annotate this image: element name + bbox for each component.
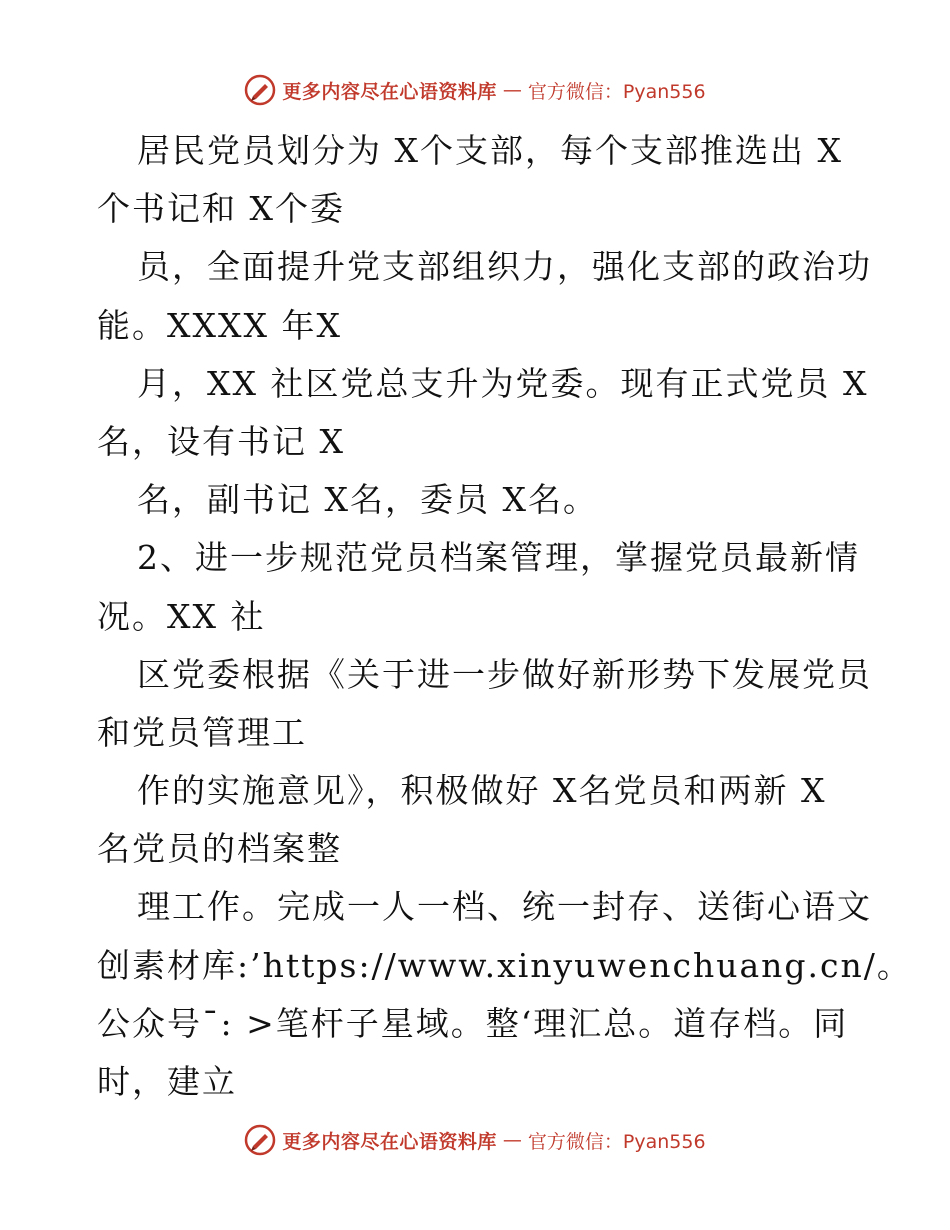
text-line: 创素材库:’https://www.xinyuwenchuang.cn/。 bbox=[97, 945, 912, 985]
text-line: 居民党员划分为 X个支部，每个支部推选出 X bbox=[137, 131, 843, 170]
pen-logo-icon bbox=[244, 1124, 276, 1156]
document-body bbox=[97, 122, 912, 1111]
text-line: 时，建立 bbox=[97, 1062, 237, 1101]
text-line: 理工作。完成一人一档、统一封存、送街心语文 bbox=[137, 887, 872, 927]
footer-watermark bbox=[0, 1120, 950, 1160]
text-line: 和党员管理工 bbox=[97, 712, 307, 752]
text-line: 个书记和 X个委 bbox=[97, 189, 345, 229]
text-line: 月，XX 社区党总支升为党委。现有正式党员 X bbox=[137, 363, 869, 403]
text-line: 2、进一步规范党员档案管理，掌握党员最新情 bbox=[137, 538, 860, 578]
text-line: 员，全面提升党支部组织力，强化支部的政治功 bbox=[137, 247, 872, 287]
text-line: 区党委根据《关于进一步做好新形势下发展党员 bbox=[137, 654, 872, 694]
text-line: 况。XX 社 bbox=[97, 596, 266, 636]
text-line: 作的实施意见》，积极做好 X名党员和两新 X bbox=[137, 771, 827, 811]
watermark-text: 更多内容尽在心语资料库 bbox=[282, 80, 497, 103]
text-line: 公众号¯: >笔杆子星域。整‘理汇总。道存档。同 bbox=[97, 1003, 849, 1043]
watermark-contact: 官方微信：Pyan556 bbox=[527, 1130, 706, 1153]
watermark-text: 更多内容尽在心语资料库 bbox=[282, 1130, 497, 1153]
header-watermark bbox=[0, 70, 950, 110]
text-line: 名，设有书记 X bbox=[97, 421, 345, 461]
text-line: 能。XXXX 年X bbox=[97, 305, 342, 345]
pen-logo-icon bbox=[244, 74, 276, 106]
watermark-separator: — bbox=[502, 1129, 522, 1151]
watermark-contact: 官方微信：Pyan556 bbox=[527, 80, 706, 103]
watermark-separator: — bbox=[502, 79, 522, 101]
text-line: 名党员的档案整 bbox=[97, 829, 342, 869]
text-line: 名，副书记 X名，委员 X名。 bbox=[137, 480, 598, 520]
